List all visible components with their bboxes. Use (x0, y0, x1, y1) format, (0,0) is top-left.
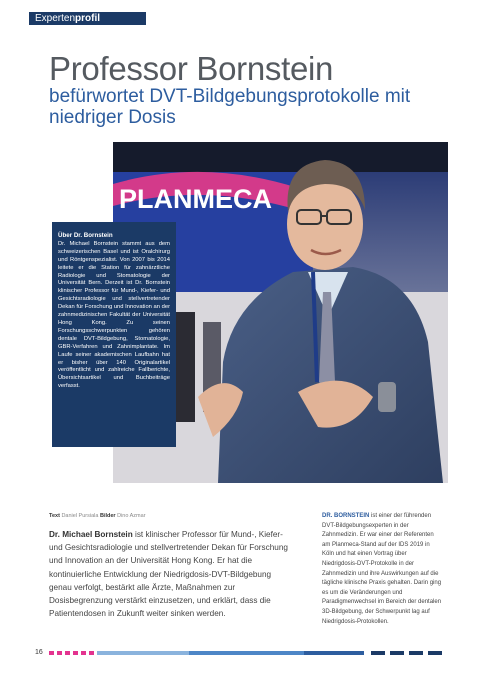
credit-text-author: Daniel Pursiala (61, 513, 99, 519)
footer-dash-bar (49, 651, 444, 655)
sidebar-name: DR. BORNSTEIN (322, 513, 370, 519)
bio-title: Über Dr. Bornstein (58, 232, 113, 239)
photo-credit (49, 513, 146, 519)
article-subtitle: befürwortet DVT-Bildgebungsprotokolle mit niedriger Dosis (49, 86, 411, 128)
page-number: 16 (35, 649, 43, 656)
credit-image-author: Dino Azmar (117, 513, 146, 519)
sidebar-text: ist einer der führenden DVT-Bildgebungsexperten in der Zahnmedizin. Er war einer der Referenten am Planmeca-Stand auf der IDS 2019 in Köln und hat einen Vortrag über Niedrigdosis-DVT-Protokolle in der Zahnmedizin und ihre Auswirkungen auf die tägliche klinische Praxis gehalten. Darin ging es um die Veränderungen und Paradigmenwechsel im Bereich der dentalen 3D-Bildgebung, der Schwerpunkt lag auf Niedrigdosis-Protokollen. (322, 513, 442, 625)
credit-text-label: Text (49, 513, 60, 519)
section-tag-light: Experten (35, 13, 76, 24)
lead-text: ist klinischer Professor für Mund-, Kiefer- und Gesichtsradiologie und stellvertretender Dekan für Forschung und Innovation an der Universität Hong Kong. Er hat die kontinuierliche Entwicklung der Niedrigdosis-DVT-Bildgebung genau verfolgt, bestärkt alle Ärzte, Maßnahmen zur Dosisbegrenzung verstärkt einzusetzen, und erklärt, dass die Patientendosen in Zukunft weiter sinken werden. (49, 530, 288, 619)
section-tag (29, 12, 146, 25)
lead-paragraph (49, 528, 289, 620)
planmeca-banner-text: PLANMECA (119, 184, 272, 214)
bio-text: Dr. Michael Bornstein stammt aus dem schweizerischen Basel und ist Oralchirurg und Röntgenspezialist. Von 2007 bis 2014 leitete er die Station für zahnärztliche Radiologie und Stomatologie der Universität Bern. Derzeit ist Dr. Bornstein klinischer Professor für Mund-, Kiefer- und Gesichtsradiologie und stellvertretender Dekan für Forschung und Innovation an der zahnmedizinischen Fakultät der Universität Hong Kong. Zu seinen Forschungsschwerpunkten gehören dentale DVT-Bildgebung, Stomatologie, GBR-Verfahren und Zahnimplantate. Im Laufe seiner akademischen Laufbahn hat er bisher über 140 Originalartikel veröffentlicht und zahlreiche Fallberichte, Übersichtsartikel und Buchbeiträge verfasst. (58, 240, 170, 390)
credit-image-label: Bilder (99, 513, 116, 519)
article-title: Professor Bornstein (49, 50, 334, 87)
bio-box (52, 222, 176, 447)
lead-name: Dr. Michael Bornstein (49, 530, 133, 539)
sidebar-paragraph (322, 512, 442, 627)
section-tag-bold: profil (75, 13, 101, 24)
